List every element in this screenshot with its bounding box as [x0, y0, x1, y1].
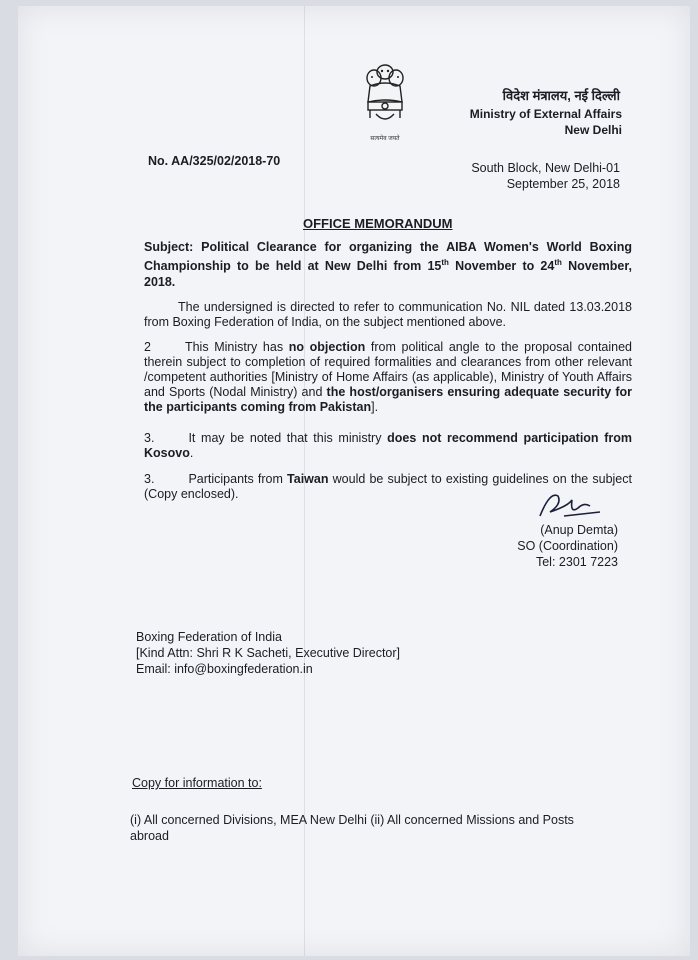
paragraph-3: 3. It may be noted that this ministry does not recommend participation from Kosovo.: [144, 431, 632, 460]
sender-address: [471, 160, 620, 192]
reference-number: No. AA/325/02/2018-70: [148, 154, 281, 168]
signatory-tel: Tel: 2301 7223: [535, 555, 618, 569]
memo-date: September 25, 2018: [506, 177, 620, 191]
addressee-block: [136, 629, 400, 677]
copy-title: Copy for information to:: [132, 776, 262, 790]
emblem-motto: सत्यमेव जयते: [370, 136, 400, 142]
addressee-email: Email: info@boxingfederation.in: [136, 662, 313, 676]
ministry-header: [470, 106, 622, 138]
memo-subject: Subject: Political Clearance for organizing the AIBA Women's World Boxing Championship to be held at New Delhi from 15th November to 24th November, 2018.: [144, 240, 632, 290]
memo-title: OFFICE MEMORANDUM: [303, 216, 453, 231]
address-line: South Block, New Delhi-01: [471, 161, 620, 175]
addressee-name: Boxing Federation of India: [136, 630, 282, 644]
copy-recipients: (i) All concerned Divisions, MEA New Delhi (ii) All concerned Missions and Posts abroad: [130, 813, 574, 843]
ministry-hindi-title: विदेश मंत्रालय, नई दिल्ली: [502, 88, 620, 103]
signature-mark-icon: [520, 486, 610, 526]
paragraph-4: 3. Participants from Taiwan would be subject to existing guidelines on the subject (Copy enclosed).: [144, 472, 632, 501]
paragraph-2: 2 This Ministry has no objection from political angle to the proposal contained therein subject to completion of required formalities and clearances from other relevant /competent authorities [Ministry of Home Affairs (as applicable), Ministry of Youth Affairs and Sports (Nodal Ministry) and the host/organisers ensuring adequate security for the participants coming from Pakistan].: [144, 340, 632, 414]
memo-page: [18, 6, 690, 956]
signature-block: [517, 522, 618, 570]
paragraph-1: The undersigned is directed to refer to communication No. NIL dated 13.03.2018 from Boxing Federation of India, on the subject mentioned above.: [144, 300, 632, 329]
signatory-designation: SO (Coordination): [517, 539, 618, 553]
national-emblem-icon: [358, 60, 412, 144]
signatory-name: (Anup Demta): [540, 523, 618, 537]
ministry-city: New Delhi: [564, 123, 622, 137]
ministry-name: Ministry of External Affairs: [469, 107, 622, 121]
addressee-attn: [Kind Attn: Shri R K Sacheti, Executive Director]: [136, 646, 401, 660]
